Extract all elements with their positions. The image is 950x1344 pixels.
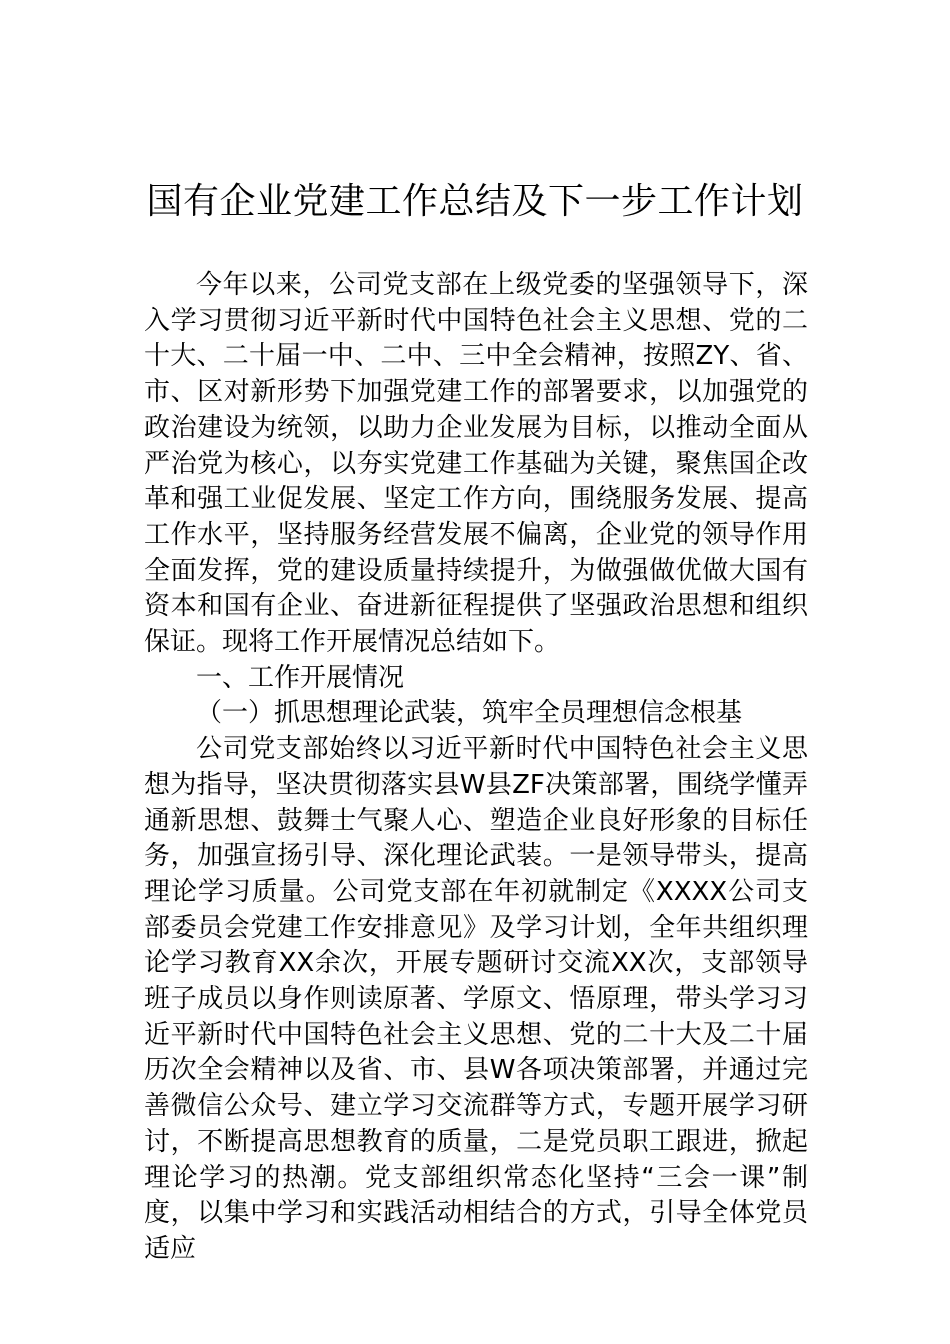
section-heading: 一、工作开展情况 <box>196 662 405 693</box>
subsection-paragraph: 公司党支部始终以习近平新时代中国特色社会主义思想为指导，坚决贯彻落实县W县ZF决策部署，围绕学懂弄通新思想、鼓舞士气聚人心、塑造企业良好形象的目标任务，加强宣扬引导、深化理论武装。一是领导带头，提高理论学习质量。公司党支部在年初就制定《XXXX公司支部委员会党建工作安排意见》及学习计划，全年共组织理论学习教育XX余次，开展专题研讨交流XX次，支部领导班子成员以身作则读原著、学原文、悟原理，带头学习习近平新时代中国特色社会主义思想、党的二十大及二十届历次全会精神以及省、市、县W各项决策部署，并通过完善微信公众号、建立学习交流群等方式，专题开展学习研讨，不断提高思想教育的质量，二是党员职工跟进，掀起理论学习的热潮。党支部组织常态化坚持“三会一课”制度，以集中学习和实践活动相结合的方式，引导全体党员适应 <box>144 734 808 1264</box>
document-title: 国有企业党建工作总结及下一步工作计划 <box>146 181 804 222</box>
subsection-heading: （一）抓思想理论武装，筑牢全员理想信念根基 <box>196 698 743 729</box>
intro-paragraph: 今年以来，公司党支部在上级党委的坚强领导下，深入学习贯彻习近平新时代中国特色社会主义思想、党的二十大、二十届一中、二中、三中全会精神，按照ZY、省、市、区对新形势下加强党建工作的部署要求，以加强党的政治建设为统领，以助力企业发展为目标，以推动全面从严治党为核心，以夯实党建工作基础为关键，聚焦国企改革和强工业促发展、坚定工作方向，围绕服务发展、提高工作水平，坚持服务经营发展不偏离，企业党的领导作用全面发挥，党的建设质量持续提升，为做强做优做大国有资本和国有企业、奋进新征程提供了坚强政治思想和组织保证。现将工作开展情况总结如下。 <box>144 270 808 658</box>
document-body <box>144 268 808 1268</box>
